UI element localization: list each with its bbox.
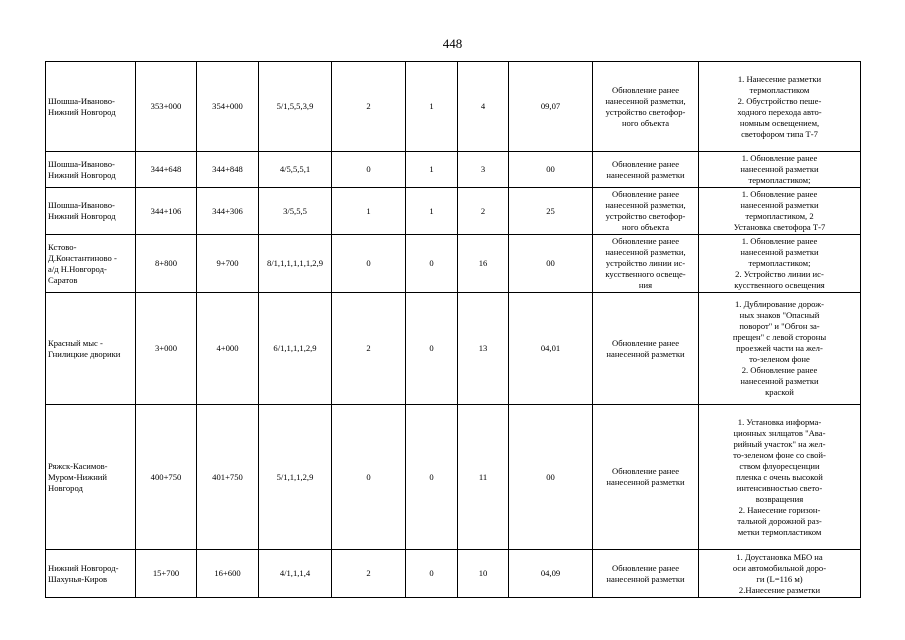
work-type-line: устройство светофор- [605, 106, 686, 117]
measures-line: нанесенной разметки [740, 376, 819, 386]
value-cell: 04,09 [509, 550, 593, 598]
marking-cell: 3/5,5,5 [259, 188, 332, 235]
road-name-line: Нижний Новгород [48, 169, 116, 180]
count-1-cell: 2 [332, 293, 406, 405]
work-type-line: нанесенной разметки [606, 573, 685, 584]
measures-line: 2.Нанесение разметки [738, 584, 821, 595]
measures-line: номным освещением, [739, 117, 820, 128]
measures-line: термопластиком; [748, 175, 811, 185]
road-safety-table [45, 61, 861, 598]
km-start-cell: 400+750 [136, 405, 197, 550]
km-end-cell: 16+600 [197, 550, 259, 598]
road-name-cell [46, 235, 136, 293]
km-start-cell: 3+000 [136, 293, 197, 405]
work-type-cell [593, 293, 699, 405]
measures-line: 2. Устройство линии ис- [735, 269, 824, 279]
measures-line: рийный участок" на жел- [733, 438, 826, 449]
work-type-line: Обновление ранее [611, 189, 680, 199]
road-name-cell [46, 550, 136, 598]
count-1-cell: 0 [332, 152, 406, 188]
marking-cell: 8/1,1,1,1,1,1,2,9 [259, 235, 332, 293]
work-type-line: Обновление ранее [611, 466, 680, 476]
km-start-cell: 344+648 [136, 152, 197, 188]
km-end-cell: 9+700 [197, 235, 259, 293]
count-1-cell: 1 [332, 188, 406, 235]
road-name-line: Ряжск-Касимов- [48, 460, 108, 471]
marking-cell: 4/1,1,1,4 [259, 550, 332, 598]
value-cell: 00 [509, 235, 593, 293]
marking-cell: 5/1,1,1,2,9 [259, 405, 332, 550]
km-end-cell: 401+750 [197, 405, 259, 550]
measures-line: то-зеленом фоне [749, 354, 810, 364]
measures-cell [699, 550, 861, 598]
measures-line: светофором типа Т-7 [741, 128, 818, 139]
count-2-cell: 1 [406, 62, 458, 152]
measures-line: оси автомобильной доро- [732, 562, 827, 573]
measures-cell [699, 235, 861, 293]
measures-cell [699, 405, 861, 550]
table-row [46, 293, 861, 405]
count-1-cell: 2 [332, 62, 406, 152]
measures-line: возвращения [755, 493, 804, 504]
measures-line: нанесенной разметки [740, 200, 819, 210]
measures-line: 2. Обновление ранее [741, 365, 818, 375]
work-type-line: Обновление ранее [611, 562, 680, 573]
count-3-cell: 4 [458, 62, 509, 152]
count-2-cell: 0 [406, 405, 458, 550]
km-start-cell: 353+000 [136, 62, 197, 152]
measures-line: интенсивностью свето- [736, 482, 823, 493]
work-type-line: Обновление ранее [611, 236, 680, 246]
work-type-line: ного объекта [621, 117, 670, 128]
table-row [46, 152, 861, 188]
measures-line: 1. Обновление ранее [741, 153, 818, 163]
km-end-cell: 4+000 [197, 293, 259, 405]
work-type-line: Обновление ранее [611, 84, 680, 95]
road-name-line: Красный мыс - [48, 337, 103, 348]
road-name-line: Шошша-Иваново- [48, 200, 115, 210]
measures-line: термопластиком [749, 84, 810, 95]
measures-line: 1. Обновление ранее [741, 189, 818, 199]
measures-line: 1. Нанесение разметки [737, 73, 822, 84]
table-row [46, 188, 861, 235]
road-name-cell [46, 405, 136, 550]
road-name-line: Муром-Нижний [48, 471, 107, 482]
work-type-line: устройство светофор- [605, 211, 686, 221]
marking-cell: 5/1,5,5,3,9 [259, 62, 332, 152]
measures-cell [699, 152, 861, 188]
value-cell: 00 [509, 405, 593, 550]
table-row [46, 405, 861, 550]
measures-line: тальной дорожной раз- [737, 515, 822, 526]
marking-cell: 4/5,5,5,1 [259, 152, 332, 188]
road-name-line: Д.Константиново - [48, 252, 117, 263]
count-3-cell: 10 [458, 550, 509, 598]
work-type-line: нанесенной разметки, [605, 247, 686, 257]
value-cell: 04,01 [509, 293, 593, 405]
work-type-line: ния [638, 280, 653, 290]
measures-line: термопластиком; [748, 258, 811, 268]
measures-cell [699, 188, 861, 235]
measures-cell [699, 293, 861, 405]
work-type-line: нанесенной разметки [606, 477, 685, 487]
measures-line: нанесенной разметки [740, 164, 819, 174]
count-2-cell: 0 [406, 293, 458, 405]
road-name-line: Нижний Новгород [48, 106, 116, 117]
work-type-line: Обновление ранее [611, 337, 680, 348]
road-name-cell [46, 152, 136, 188]
count-1-cell: 0 [332, 405, 406, 550]
road-name-line: Шахунья-Киров [48, 573, 108, 584]
work-type-line: нанесенной разметки [606, 348, 685, 359]
measures-line: ходного перехода авто- [737, 106, 822, 117]
measures-line: нанесенной разметки [740, 247, 819, 257]
measures-line: термопластиком, 2 [745, 211, 814, 221]
measures-line: то-зеленом фоне со свой- [733, 449, 826, 460]
count-2-cell: 1 [406, 188, 458, 235]
measures-line: краской [765, 387, 794, 397]
road-name-cell [46, 62, 136, 152]
work-type-line: Обновление ранее [611, 158, 680, 169]
road-name-line: Кстово- [48, 241, 77, 252]
work-type-cell [593, 235, 699, 293]
measures-line: 1. Доустановка МБО на [736, 551, 823, 562]
km-start-cell: 8+800 [136, 235, 197, 293]
measures-line: ционных знлщатов "Ава- [733, 427, 826, 438]
measures-line: проезжей части на жел- [736, 343, 823, 353]
count-1-cell: 0 [332, 235, 406, 293]
count-3-cell: 3 [458, 152, 509, 188]
road-name-cell [46, 188, 136, 235]
work-type-cell [593, 152, 699, 188]
measures-line: метки термопластиком [737, 526, 822, 537]
measures-line: ги (L=116 м) [756, 573, 803, 584]
value-cell: 25 [509, 188, 593, 235]
count-3-cell: 11 [458, 405, 509, 550]
road-name-line: Нижний Новгород [48, 211, 116, 221]
measures-line: 2. Нанесение горизон- [738, 504, 821, 515]
measures-line: Установка светофора Т-7 [733, 222, 826, 232]
work-type-line: нанесенной разметки [606, 169, 685, 180]
measures-line: пленка с очень высокой [736, 471, 823, 482]
work-type-cell [593, 405, 699, 550]
road-name-line: Шошша-Иваново- [48, 158, 115, 169]
count-3-cell: 13 [458, 293, 509, 405]
work-type-line: нанесенной разметки, [605, 95, 686, 106]
work-type-line: устройство линии ис- [605, 258, 686, 268]
work-type-cell [593, 62, 699, 152]
page-number: 448 [442, 36, 463, 51]
road-name-line: Нижний Новгород- [48, 562, 119, 573]
marking-cell: 6/1,1,1,1,2,9 [259, 293, 332, 405]
road-name-line: Гнилицкие дворики [48, 348, 121, 359]
measures-line: 1. Обновление ранее [741, 236, 818, 246]
work-type-cell [593, 550, 699, 598]
road-name-line: Шошша-Иваново- [48, 95, 115, 106]
road-name-line: Новгород [48, 482, 83, 493]
measures-line: прещен" с левой стороны [732, 332, 827, 342]
km-end-cell: 344+848 [197, 152, 259, 188]
measures-line: ством флуоресценции [739, 460, 820, 471]
work-type-cell [593, 188, 699, 235]
work-type-line: кусственного освеще- [605, 269, 686, 279]
road-name-line: а/д Н.Новгород- [48, 263, 107, 274]
count-1-cell: 2 [332, 550, 406, 598]
table-row [46, 62, 861, 152]
table-row [46, 235, 861, 293]
measures-cell [699, 62, 861, 152]
road-name-cell [46, 293, 136, 405]
count-3-cell: 16 [458, 235, 509, 293]
count-2-cell: 0 [406, 550, 458, 598]
km-start-cell: 15+700 [136, 550, 197, 598]
km-end-cell: 344+306 [197, 188, 259, 235]
measures-line: поворот" и "Обгон за- [739, 321, 820, 331]
count-3-cell: 2 [458, 188, 509, 235]
count-2-cell: 1 [406, 152, 458, 188]
km-start-cell: 344+106 [136, 188, 197, 235]
measures-line: ных знаков "Опасный [739, 310, 820, 320]
value-cell: 00 [509, 152, 593, 188]
work-type-line: ного объекта [621, 222, 670, 232]
table-row [46, 550, 861, 598]
measures-line: 2. Обустройство пеше- [737, 95, 822, 106]
road-name-line: Саратов [48, 274, 78, 285]
km-end-cell: 354+000 [197, 62, 259, 152]
work-type-line: нанесенной разметки, [605, 200, 686, 210]
count-2-cell: 0 [406, 235, 458, 293]
measures-line: 1. Дублирование дорож- [734, 299, 825, 309]
measures-line: 1. Установка информа- [737, 416, 822, 427]
value-cell: 09,07 [509, 62, 593, 152]
measures-line: кусственного освещения [734, 280, 825, 290]
